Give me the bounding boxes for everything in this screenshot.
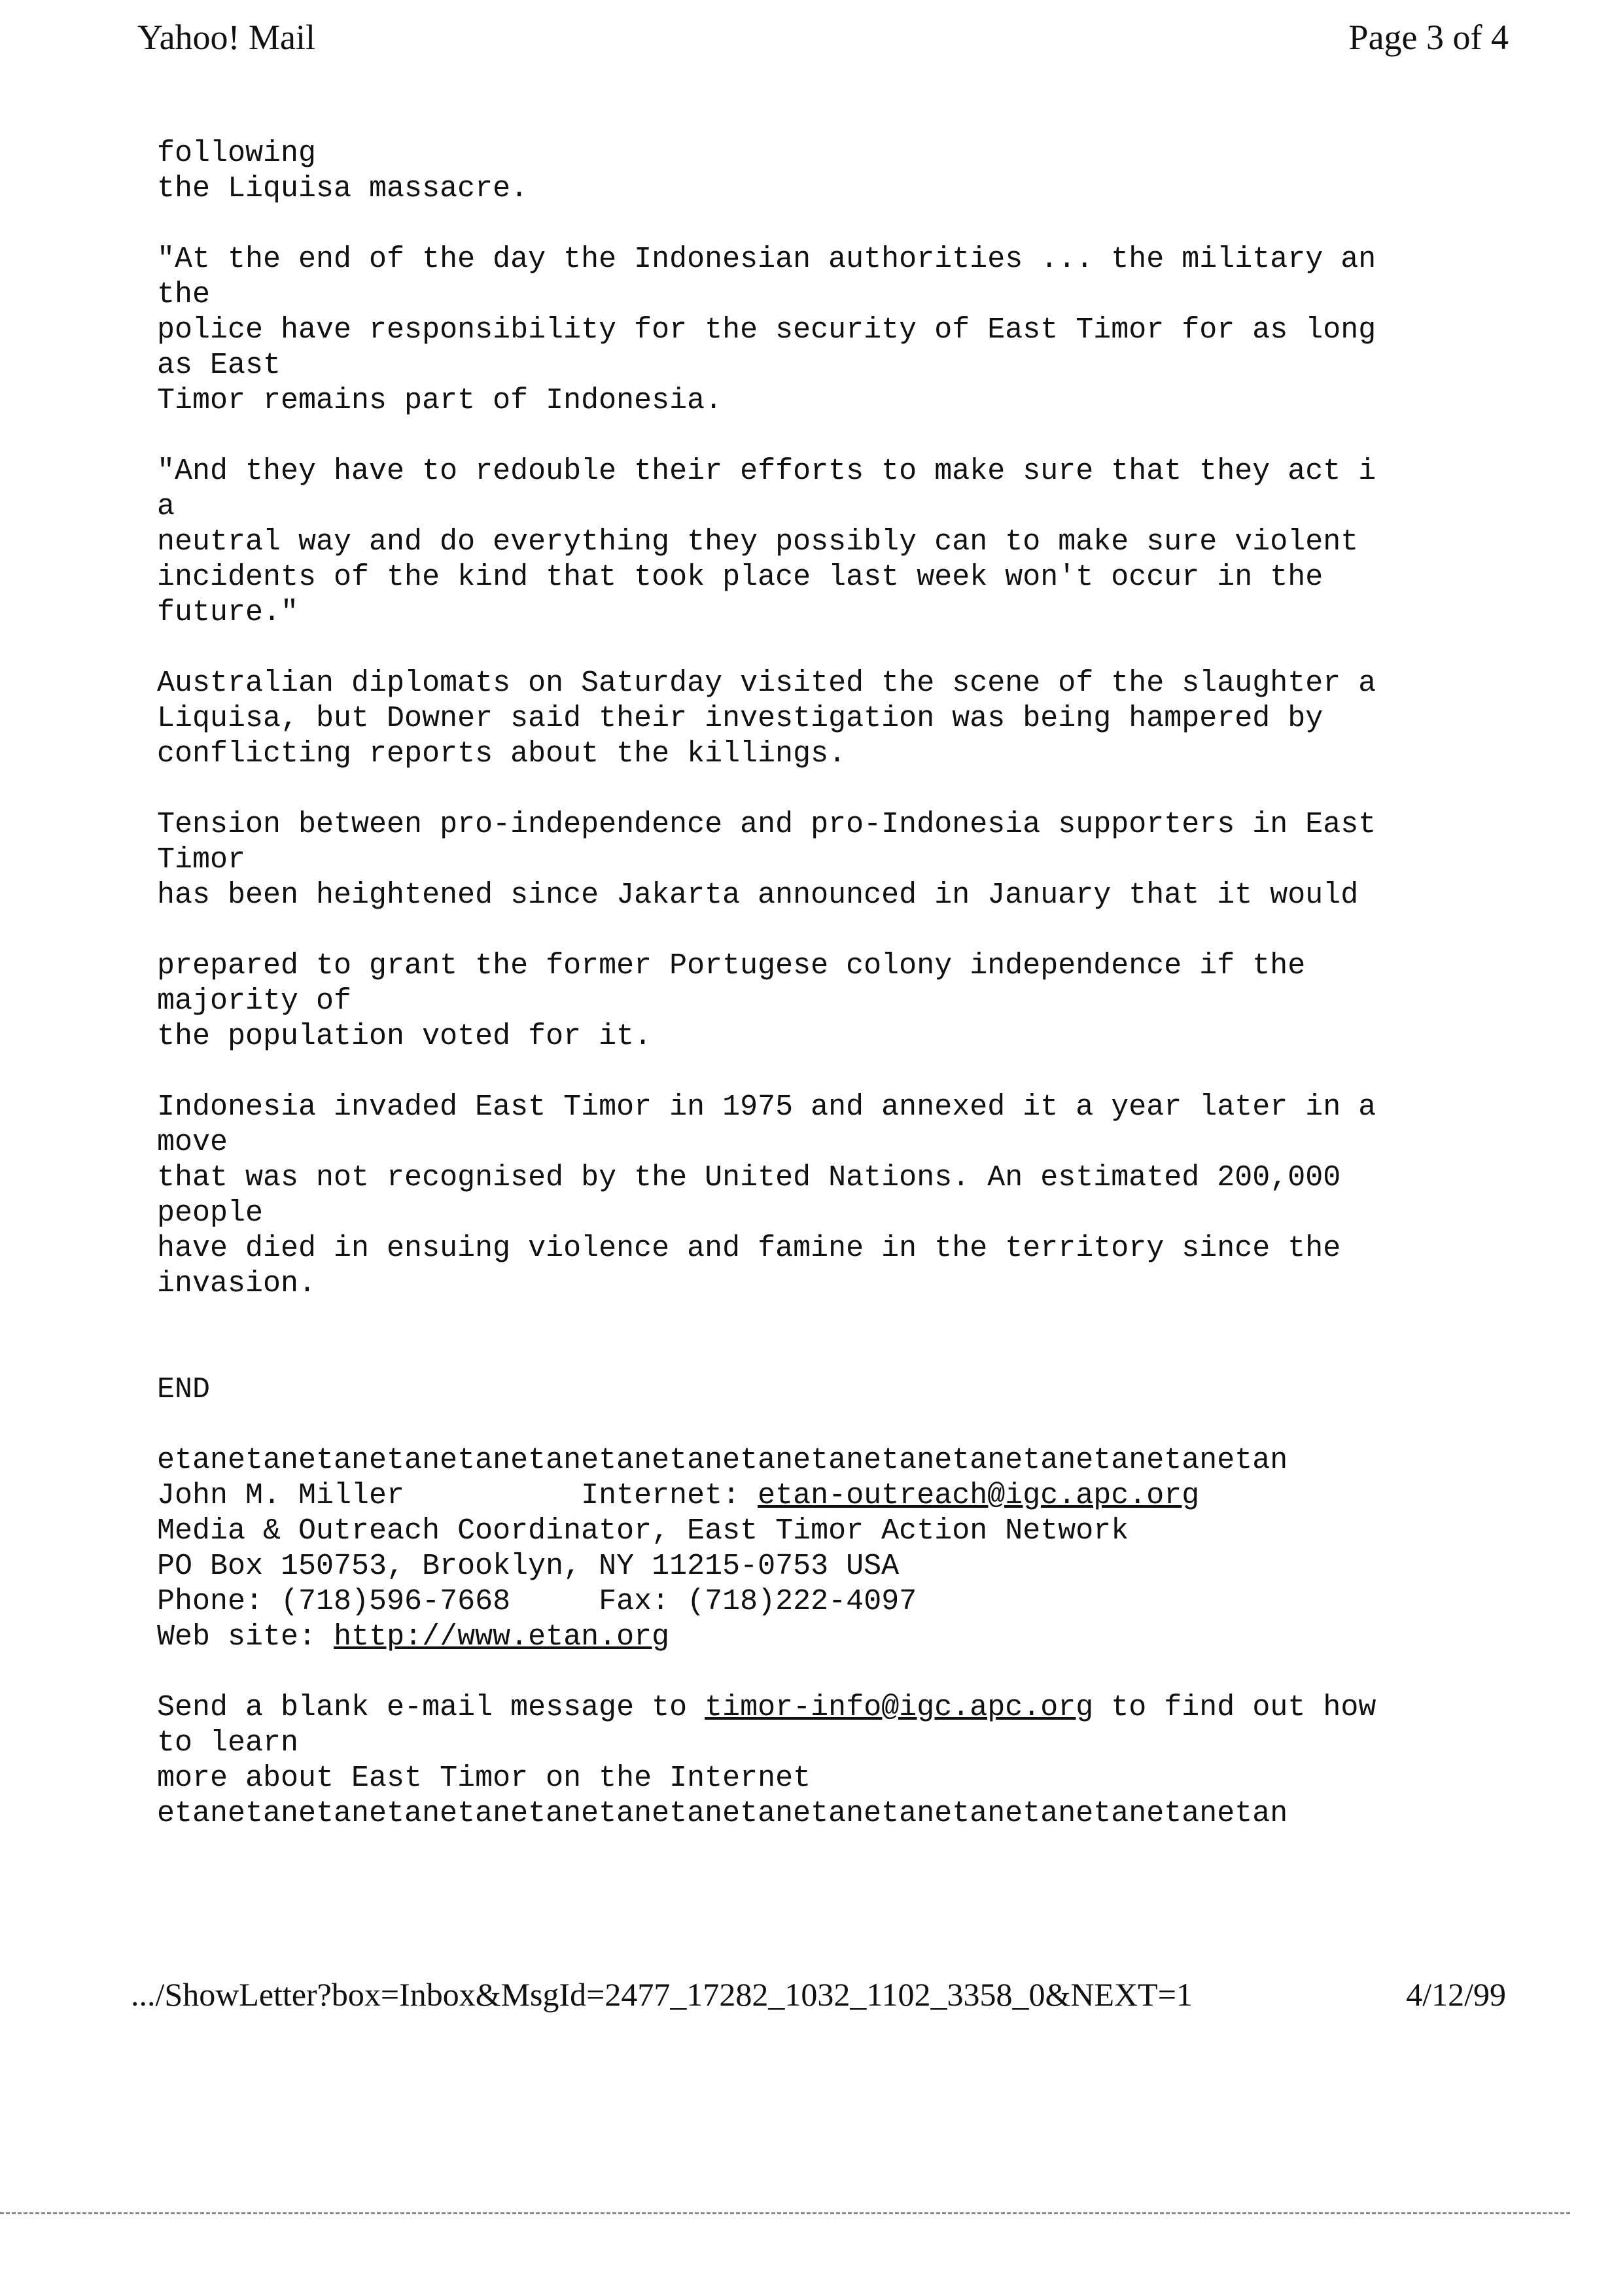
signature-phone-fax-line: [157, 1584, 1570, 1620]
send-info-line-2: to learn: [157, 1726, 299, 1760]
body-line: prepared to grant the former Portugese colony independence if the: [157, 949, 1306, 983]
body-line: the Liquisa massacre.: [157, 172, 529, 205]
body-line: Timor remains part of Indonesia.: [157, 384, 723, 417]
body-line: have died in ensuing violence and famine in the territory since the: [157, 1232, 1341, 1265]
footer-url: .../ShowLetter?box=Inbox&MsgId=2477_17282_1032_1102_3358_0&NEXT=1: [131, 1976, 1193, 2013]
signature-address: PO Box 150753, Brooklyn, NY 11215-0753 USA: [157, 1550, 900, 1583]
body-line: invasion.: [157, 1267, 317, 1300]
page-indicator: Page 3 of 4: [1348, 18, 1509, 57]
phone-number: Phone: (718)596-7668: [157, 1585, 511, 1618]
email-link[interactable]: etan-outreach@igc.apc.org: [758, 1479, 1200, 1512]
send-prefix: Send a blank e-mail message to: [157, 1691, 688, 1724]
paragraph-2: [157, 242, 1570, 419]
body-line: the: [157, 278, 211, 311]
email-body: [157, 136, 1570, 1832]
end-marker: END: [157, 1373, 211, 1406]
body-line: Tension between pro-independence and pro-Indonesia supporters in East: [157, 808, 1376, 841]
body-line: Australian diplomats on Saturday visited the scene of the slaughter a: [157, 667, 1376, 700]
body-line: conflicting reports about the killings.: [157, 737, 847, 771]
web-label: Web site:: [157, 1620, 317, 1654]
paragraph-3: [157, 454, 1570, 631]
paragraph-7: [157, 1090, 1570, 1302]
send-info-line-3: more about East Timor on the Internet: [157, 1762, 811, 1795]
body-line: police have responsibility for the security of East Timor for as long: [157, 313, 1376, 347]
signature-name-line: [157, 1478, 1570, 1514]
body-line: people: [157, 1196, 264, 1230]
body-line: a: [157, 490, 175, 523]
body-line: future.": [157, 596, 299, 629]
signature-title: Media & Outreach Coordinator, East Timor Action Network: [157, 1514, 1129, 1548]
body-line: majority of: [157, 984, 352, 1018]
signature-separator: etanetanetanetanetanetanetanetanetanetanetanetanetanetanetanetan: [157, 1444, 1288, 1477]
body-line: neutral way and do everything they possibly can to make sure violent: [157, 525, 1359, 559]
fax-number: Fax: (718)222-4097: [599, 1585, 917, 1618]
app-title: Yahoo! Mail: [137, 18, 316, 57]
info-email-link[interactable]: timor-info@igc.apc.org: [705, 1691, 1094, 1724]
body-line: Timor: [157, 843, 246, 877]
paragraph-6: [157, 948, 1570, 1054]
send-info-line: [157, 1690, 1570, 1726]
signature-web-line: [157, 1620, 1570, 1655]
body-line: move: [157, 1126, 228, 1159]
body-line: Indonesia invaded East Timor in 1975 and annexed it a year later in a: [157, 1090, 1376, 1124]
paragraph-5: [157, 807, 1570, 913]
body-line: the population voted for it.: [157, 1020, 652, 1053]
signature-separator-bottom: etanetanetanetanetanetanetanetanetanetanetanetanetanetanetanetan: [157, 1797, 1288, 1830]
body-line: "At the end of the day the Indonesian authorities ... the military an: [157, 243, 1376, 276]
send-suffix: to find out how: [1111, 1691, 1376, 1724]
body-line: as East: [157, 349, 281, 382]
body-line: "And they have to redouble their efforts to make sure that they act i: [157, 455, 1376, 488]
paragraph-4: [157, 666, 1570, 772]
signature-block: [157, 1443, 1570, 1832]
body-line: has been heightened since Jakarta announced in January that it would: [157, 878, 1359, 912]
website-link[interactable]: http://www.etan.org: [334, 1620, 670, 1654]
signature-name: John M. Miller: [157, 1479, 405, 1512]
footer-date: 4/12/99: [1406, 1976, 1506, 2013]
body-line: Liquisa, but Downer said their investigation was being hampered by: [157, 702, 1323, 735]
body-line: that was not recognised by the United Nations. An estimated 200,000: [157, 1161, 1341, 1194]
body-line: incidents of the kind that took place last week won't occur in the: [157, 561, 1323, 594]
scan-edge-line: [0, 2212, 1570, 2214]
paragraph-1: [157, 136, 1570, 207]
internet-label: Internet:: [581, 1479, 741, 1512]
body-line: following: [157, 137, 317, 170]
